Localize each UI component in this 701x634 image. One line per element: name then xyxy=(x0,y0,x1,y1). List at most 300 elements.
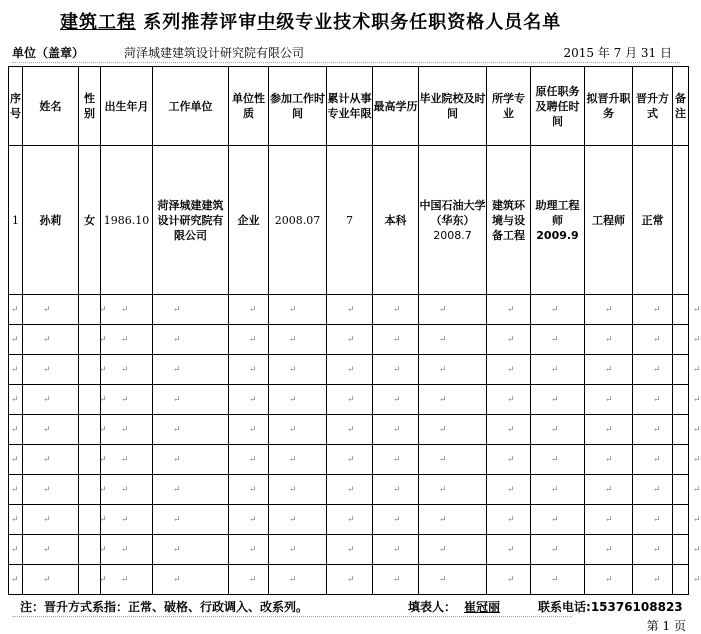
empty-cell xyxy=(23,325,79,355)
header-cell: 备注 xyxy=(673,67,689,146)
paragraph-mark: ↵ xyxy=(551,365,559,375)
paragraph-mark: ↵ xyxy=(43,485,51,495)
paragraph-mark: ↵ xyxy=(173,365,181,375)
paragraph-mark: ↵ xyxy=(11,485,19,495)
paragraph-mark: ↵ xyxy=(507,305,515,315)
empty-cell xyxy=(269,325,327,355)
paragraph-mark: ↵ xyxy=(551,545,559,555)
paragraph-mark: ↵ xyxy=(121,365,129,375)
empty-cell xyxy=(633,565,673,595)
empty-cell xyxy=(79,475,107,505)
paragraph-mark: ↵ xyxy=(551,335,559,345)
cell-school xyxy=(419,146,487,295)
empty-cell xyxy=(419,505,487,535)
paragraph-mark: ↵ xyxy=(605,575,613,585)
paragraph-mark: ↵ xyxy=(173,545,181,555)
empty-cell xyxy=(9,355,23,385)
page-suffix: 页 xyxy=(673,619,686,633)
paragraph-mark: ↵ xyxy=(393,365,401,375)
table-row-empty xyxy=(9,475,689,505)
paragraph-mark: ↵ xyxy=(393,515,401,525)
paragraph-mark: ↵ xyxy=(439,545,447,555)
paragraph-mark: ↵ xyxy=(507,395,515,405)
paragraph-mark: ↵ xyxy=(605,485,613,495)
empty-cell xyxy=(101,325,153,355)
empty-cell xyxy=(229,415,269,445)
school-name: 中国石油大学（华东） xyxy=(419,198,486,227)
paragraph-mark: ↵ xyxy=(507,455,515,465)
paragraph-mark: ↵ xyxy=(507,515,515,525)
table-row-empty xyxy=(9,445,689,475)
paragraph-mark: ↵ xyxy=(121,395,129,405)
paragraph-mark: ↵ xyxy=(693,515,701,525)
paragraph-mark: ↵ xyxy=(11,545,19,555)
paragraph-mark: ↵ xyxy=(439,485,447,495)
empty-cell xyxy=(229,505,269,535)
empty-cell xyxy=(9,535,23,565)
empty-cell xyxy=(531,565,585,595)
paragraph-mark: ↵ xyxy=(289,455,297,465)
paragraph-mark: ↵ xyxy=(551,575,559,585)
paragraph-mark: ↵ xyxy=(289,575,297,585)
paragraph-mark: ↵ xyxy=(11,515,19,525)
empty-cell xyxy=(419,355,487,385)
paragraph-mark: ↵ xyxy=(289,485,297,495)
cell-education: 本科 xyxy=(373,146,419,295)
empty-cell xyxy=(23,475,79,505)
paragraph-mark: ↵ xyxy=(693,575,701,585)
paragraph-mark: ↵ xyxy=(605,305,613,315)
paragraph-mark: ↵ xyxy=(393,425,401,435)
paragraph-mark: ↵ xyxy=(605,395,613,405)
empty-cell xyxy=(673,445,701,475)
empty-cell xyxy=(633,505,673,535)
paragraph-mark: ↵ xyxy=(249,575,257,585)
title-suffix: 级专业技术职务任职资格人员名单 xyxy=(276,12,562,33)
paragraph-mark: ↵ xyxy=(99,365,107,375)
empty-cell xyxy=(487,475,531,505)
paragraph-mark: ↵ xyxy=(551,455,559,465)
phone-block xyxy=(538,598,683,615)
paragraph-mark: ↵ xyxy=(439,335,447,345)
paragraph-mark: ↵ xyxy=(99,425,107,435)
empty-cell xyxy=(585,565,633,595)
empty-cell xyxy=(373,295,419,325)
empty-cell xyxy=(487,505,531,535)
table-row-empty xyxy=(9,415,689,445)
paragraph-mark: ↵ xyxy=(439,395,447,405)
header-cell: 参加工作时间 xyxy=(269,67,327,146)
school-time: 2008.7 xyxy=(433,228,472,242)
paragraph-mark: ↵ xyxy=(43,335,51,345)
cell-target: 工程师 xyxy=(585,146,633,295)
empty-cell xyxy=(373,385,419,415)
paragraph-mark: ↵ xyxy=(43,575,51,585)
empty-cell xyxy=(101,445,153,475)
unit-name: 菏泽城建建筑设计研究院有限公司 xyxy=(124,46,305,60)
paragraph-mark: ↵ xyxy=(693,545,701,555)
empty-cell xyxy=(327,445,373,475)
paragraph-mark: ↵ xyxy=(121,485,129,495)
empty-cell xyxy=(269,565,327,595)
empty-cell xyxy=(633,415,673,445)
cell-orig-title xyxy=(531,146,585,295)
empty-cell xyxy=(673,475,701,505)
paragraph-mark: ↵ xyxy=(173,575,181,585)
empty-cell xyxy=(419,385,487,415)
page-number xyxy=(647,617,686,634)
empty-cell xyxy=(101,475,153,505)
empty-cell xyxy=(153,505,229,535)
empty-cell xyxy=(269,445,327,475)
empty-cell xyxy=(23,535,79,565)
empty-cell xyxy=(79,445,107,475)
empty-cell xyxy=(531,385,585,415)
paragraph-mark: ↵ xyxy=(347,335,355,345)
paragraph-mark: ↵ xyxy=(11,425,19,435)
paragraph-mark: ↵ xyxy=(11,395,19,405)
empty-cell xyxy=(633,325,673,355)
paragraph-mark: ↵ xyxy=(393,305,401,315)
paragraph-mark: ↵ xyxy=(43,545,51,555)
paragraph-mark: ↵ xyxy=(289,545,297,555)
empty-cell xyxy=(585,475,633,505)
paragraph-mark: ↵ xyxy=(653,335,661,345)
paragraph-mark: ↵ xyxy=(347,395,355,405)
paragraph-mark: ↵ xyxy=(653,395,661,405)
paragraph-mark: ↵ xyxy=(11,575,19,585)
empty-cell xyxy=(633,355,673,385)
empty-cell xyxy=(327,505,373,535)
paragraph-mark: ↵ xyxy=(439,365,447,375)
paragraph-mark: ↵ xyxy=(289,395,297,405)
empty-cell xyxy=(585,355,633,385)
paragraph-mark: ↵ xyxy=(653,365,661,375)
paragraph-mark: ↵ xyxy=(393,485,401,495)
paragraph-mark: ↵ xyxy=(249,545,257,555)
cell-work-start: 2008.07 xyxy=(269,146,327,295)
empty-cell xyxy=(487,535,531,565)
paragraph-mark: ↵ xyxy=(693,395,701,405)
empty-cell xyxy=(673,535,701,565)
empty-cell xyxy=(633,445,673,475)
empty-cell xyxy=(673,385,701,415)
empty-cell xyxy=(23,295,79,325)
empty-cell xyxy=(269,355,327,385)
empty-cell xyxy=(531,475,585,505)
empty-cell xyxy=(101,535,153,565)
empty-cell xyxy=(585,415,633,445)
paragraph-mark: ↵ xyxy=(347,305,355,315)
paragraph-mark: ↵ xyxy=(99,545,107,555)
empty-cell xyxy=(327,415,373,445)
page-prefix: 第 xyxy=(646,619,659,633)
title-field-level: 中 xyxy=(257,12,277,33)
header-cell: 最高学历 xyxy=(373,67,419,146)
cell-birth: 1986.10 xyxy=(101,146,153,295)
header-cell: 晋升方式 xyxy=(633,67,673,146)
page-num: 1 xyxy=(662,619,671,633)
paragraph-mark: ↵ xyxy=(551,485,559,495)
empty-cell xyxy=(487,325,531,355)
paragraph-mark: ↵ xyxy=(43,455,51,465)
paragraph-mark: ↵ xyxy=(289,365,297,375)
empty-cell xyxy=(419,415,487,445)
cell-gender: 女 xyxy=(79,146,101,295)
empty-cell xyxy=(673,565,701,595)
empty-cell xyxy=(101,565,153,595)
empty-cell xyxy=(327,355,373,385)
header-cell: 姓名 xyxy=(23,67,79,146)
paragraph-mark: ↵ xyxy=(653,575,661,585)
cell-method: 正常 xyxy=(633,146,673,295)
empty-cell xyxy=(269,535,327,565)
paragraph-mark: ↵ xyxy=(289,335,297,345)
empty-cell xyxy=(419,535,487,565)
paragraph-mark: ↵ xyxy=(693,365,701,375)
title-text: 系列推荐评审 xyxy=(143,12,258,33)
paragraph-mark: ↵ xyxy=(249,335,257,345)
empty-cell xyxy=(229,325,269,355)
paragraph-mark: ↵ xyxy=(173,455,181,465)
empty-cell xyxy=(673,325,701,355)
empty-cell xyxy=(269,475,327,505)
paragraph-mark: ↵ xyxy=(439,515,447,525)
empty-cell xyxy=(153,445,229,475)
paragraph-mark: ↵ xyxy=(249,305,257,315)
empty-cell xyxy=(269,415,327,445)
paragraph-mark: ↵ xyxy=(173,425,181,435)
paragraph-mark: ↵ xyxy=(439,425,447,435)
paragraph-mark: ↵ xyxy=(289,515,297,525)
empty-cell xyxy=(23,415,79,445)
empty-cell xyxy=(373,535,419,565)
empty-cell xyxy=(487,565,531,595)
empty-cell xyxy=(531,505,585,535)
empty-cell xyxy=(585,325,633,355)
empty-cell xyxy=(633,385,673,415)
paragraph-mark: ↵ xyxy=(605,515,613,525)
paragraph-mark: ↵ xyxy=(507,485,515,495)
empty-cell xyxy=(673,415,701,445)
header-cell: 序号 xyxy=(9,67,23,146)
empty-cell xyxy=(673,505,701,535)
empty-cell xyxy=(79,325,107,355)
paragraph-mark: ↵ xyxy=(121,305,129,315)
phone-number: 15376108823 xyxy=(590,600,683,614)
empty-cell xyxy=(373,505,419,535)
table-row-empty xyxy=(9,535,689,565)
empty-cell xyxy=(419,325,487,355)
empty-cell xyxy=(9,565,23,595)
empty-cell xyxy=(23,505,79,535)
table-row-empty xyxy=(9,565,689,595)
empty-cell xyxy=(487,295,531,325)
paragraph-mark: ↵ xyxy=(347,425,355,435)
paragraph-mark: ↵ xyxy=(99,455,107,465)
cell-remark xyxy=(673,146,689,295)
paragraph-mark: ↵ xyxy=(43,515,51,525)
empty-cell xyxy=(229,355,269,385)
paragraph-mark: ↵ xyxy=(507,575,515,585)
empty-cell xyxy=(419,445,487,475)
empty-cell xyxy=(585,445,633,475)
header-cell: 拟晋升职务 xyxy=(585,67,633,146)
document-title xyxy=(60,8,620,34)
header-cell: 单位性质 xyxy=(229,67,269,146)
empty-cell xyxy=(531,355,585,385)
paragraph-mark: ↵ xyxy=(551,515,559,525)
paragraph-mark: ↵ xyxy=(121,455,129,465)
paragraph-mark: ↵ xyxy=(693,305,701,315)
empty-cell xyxy=(229,475,269,505)
empty-cell xyxy=(23,565,79,595)
paragraph-mark: ↵ xyxy=(347,485,355,495)
paragraph-mark: ↵ xyxy=(99,305,107,315)
paragraph-mark: ↵ xyxy=(439,575,447,585)
empty-cell xyxy=(419,475,487,505)
empty-cell xyxy=(229,535,269,565)
filler-name: 崔冠丽 xyxy=(464,600,501,614)
paragraph-mark: ↵ xyxy=(121,425,129,435)
table-row-empty xyxy=(9,355,689,385)
header-cell: 性别 xyxy=(79,67,101,146)
empty-cell xyxy=(373,475,419,505)
table-row-empty xyxy=(9,505,689,535)
empty-cell xyxy=(487,415,531,445)
paragraph-mark: ↵ xyxy=(347,545,355,555)
paragraph-mark: ↵ xyxy=(347,455,355,465)
header-cell: 所学专业 xyxy=(487,67,531,146)
paragraph-mark: ↵ xyxy=(249,485,257,495)
cell-years: 7 xyxy=(327,146,373,295)
paragraph-mark: ↵ xyxy=(249,455,257,465)
paragraph-mark: ↵ xyxy=(43,395,51,405)
empty-cell xyxy=(419,295,487,325)
empty-cell xyxy=(23,385,79,415)
paragraph-mark: ↵ xyxy=(11,365,19,375)
empty-cell xyxy=(23,355,79,385)
paragraph-mark: ↵ xyxy=(439,305,447,315)
paragraph-mark: ↵ xyxy=(173,485,181,495)
empty-cell xyxy=(79,565,107,595)
paragraph-mark: ↵ xyxy=(653,455,661,465)
empty-cell xyxy=(153,385,229,415)
empty-cell xyxy=(229,565,269,595)
header-cell: 出生年月 xyxy=(101,67,153,146)
empty-cell xyxy=(373,355,419,385)
paragraph-mark: ↵ xyxy=(99,575,107,585)
empty-cell xyxy=(269,385,327,415)
paragraph-mark: ↵ xyxy=(289,425,297,435)
empty-cell xyxy=(487,385,531,415)
dotted-divider xyxy=(12,616,572,617)
header-cell: 毕业院校及时间 xyxy=(419,67,487,146)
table-row-empty xyxy=(9,295,689,325)
empty-cell xyxy=(79,295,107,325)
empty-cell xyxy=(633,295,673,325)
empty-cell xyxy=(79,385,107,415)
empty-cell xyxy=(327,325,373,355)
empty-cell xyxy=(633,475,673,505)
cell-org: 菏泽城建建筑设计研究院有限公司 xyxy=(153,146,229,295)
paragraph-mark: ↵ xyxy=(551,425,559,435)
header-cell: 工作单位 xyxy=(153,67,229,146)
empty-cell xyxy=(327,535,373,565)
title-field-series: 建筑工程 xyxy=(60,12,136,33)
paragraph-mark: ↵ xyxy=(99,335,107,345)
paragraph-mark: ↵ xyxy=(693,485,701,495)
empty-cell xyxy=(9,385,23,415)
paragraph-mark: ↵ xyxy=(289,305,297,315)
paragraph-mark: ↵ xyxy=(121,335,129,345)
empty-cell xyxy=(101,415,153,445)
empty-cell xyxy=(9,445,23,475)
paragraph-mark: ↵ xyxy=(551,305,559,315)
paragraph-mark: ↵ xyxy=(507,425,515,435)
paragraph-mark: ↵ xyxy=(653,485,661,495)
empty-cell xyxy=(101,355,153,385)
paragraph-mark: ↵ xyxy=(605,425,613,435)
empty-cell xyxy=(153,565,229,595)
unit-row xyxy=(12,44,680,63)
empty-cell xyxy=(9,295,23,325)
paragraph-mark: ↵ xyxy=(393,575,401,585)
empty-cell xyxy=(269,505,327,535)
empty-cell xyxy=(327,295,373,325)
table-row-empty xyxy=(9,385,689,415)
empty-cell xyxy=(487,445,531,475)
empty-cell xyxy=(585,385,633,415)
empty-cell xyxy=(79,355,107,385)
paragraph-mark: ↵ xyxy=(507,335,515,345)
table-header-row xyxy=(9,67,689,146)
empty-cell xyxy=(373,415,419,445)
empty-cell xyxy=(229,445,269,475)
paragraph-mark: ↵ xyxy=(653,305,661,315)
empty-cell xyxy=(327,385,373,415)
empty-cell xyxy=(531,325,585,355)
paragraph-mark: ↵ xyxy=(693,335,701,345)
empty-cell xyxy=(79,535,107,565)
paragraph-mark: ↵ xyxy=(605,365,613,375)
paragraph-mark: ↵ xyxy=(99,515,107,525)
empty-cell xyxy=(269,295,327,325)
empty-cell xyxy=(23,445,79,475)
empty-cell xyxy=(153,355,229,385)
paragraph-mark: ↵ xyxy=(653,545,661,555)
paragraph-mark: ↵ xyxy=(605,545,613,555)
empty-cell xyxy=(531,445,585,475)
orig-time: 2009.9 xyxy=(536,228,579,242)
empty-cell xyxy=(531,535,585,565)
paragraph-mark: ↵ xyxy=(507,545,515,555)
empty-cell xyxy=(419,565,487,595)
paragraph-mark: ↵ xyxy=(121,545,129,555)
empty-cell xyxy=(327,475,373,505)
empty-cell xyxy=(373,565,419,595)
paragraph-mark: ↵ xyxy=(11,305,19,315)
paragraph-mark: ↵ xyxy=(693,455,701,465)
paragraph-mark: ↵ xyxy=(249,425,257,435)
empty-cell xyxy=(101,295,153,325)
paragraph-mark: ↵ xyxy=(653,425,661,435)
cell-nature: 企业 xyxy=(229,146,269,295)
paragraph-mark: ↵ xyxy=(439,455,447,465)
empty-cell xyxy=(531,295,585,325)
empty-cell xyxy=(9,475,23,505)
unit-label: 单位（盖章） xyxy=(12,46,85,60)
